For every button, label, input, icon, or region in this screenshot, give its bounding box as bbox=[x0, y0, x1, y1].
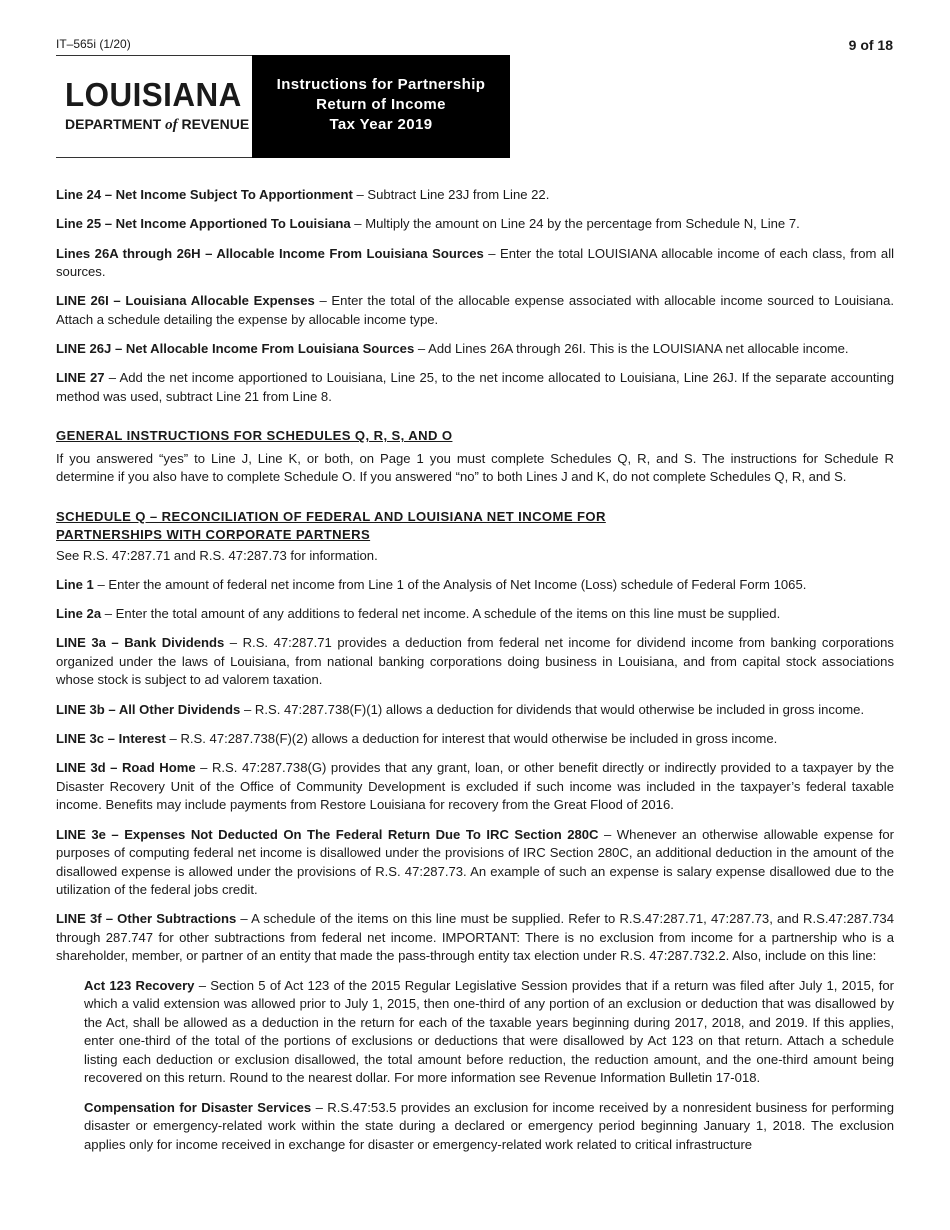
title-line: Tax Year 2019 bbox=[329, 116, 433, 133]
spacer bbox=[56, 417, 894, 427]
schedule-q-heading: SCHEDULE Q – RECONCILIATION OF FEDERAL AND LOUISIANA NET INCOME FOR PARTNERSHIPS WITH CORPORATE PARTNERS bbox=[56, 508, 606, 543]
general-instructions-heading: GENERAL INSTRUCTIONS FOR SCHEDULES Q, R, S, AND O bbox=[56, 428, 453, 444]
line-3a-instruction: LINE 3a – Bank Dividends – R.S. 47:287.71 provides a deduction from federal net income for dividend income from banking corporations organized under the laws of Louisiana, from national banking corporations doing business in Louisiana, and from capital stock associations whose stock is subject to ad valorem taxation. bbox=[56, 635, 894, 688]
title-line: Return of Income bbox=[316, 96, 446, 113]
line-27-instruction: LINE 27 – Add the net income apportioned to Louisiana, Line 25, to the net income allocated to Louisiana, Line 26J. If the separate accounting method was used, subtract Line 21 from Line 8. bbox=[56, 370, 895, 404]
act-123-recovery: Act 123 Recovery – Section 5 of Act 123 of the 2015 Regular Legislative Session provides that if a return was filed after July 1, 2015, for which a valid extension was allowed prior to July 1, 2015, then one-third of any portion of an exclusion or deduction that was disallowed by the Act, shall be allowed as a deduction in the return for each of the taxable years beginning during 2017, 2018, and 2019. If this applies, enter one-third of the total of the portions of exclusions or deductions that were disallowed by Act 123 on that return. Attach a schedule listing each deduction or exclusion disallowed, the total amount before reduction, the reduction amount, and the one-third amount being recovered on this return. Round to the nearest dollar. For more information see Revenue Information Bulletin 17-018. bbox=[84, 977, 895, 1086]
lines-26a-26h-instruction: Lines 26A through 26H – Allocable Income From Louisiana Sources – Enter the total LOUISIANA allocable income of each class, from all sources. bbox=[56, 245, 895, 280]
schedule-q-reference: See R.S. 47:287.71 and R.S. 47:287.73 for information. bbox=[56, 547, 378, 563]
line-3d-instruction: LINE 3d – Road Home – R.S. 47:287.738(G) provides that any grant, loan, or other benefit directly or indirectly provided to a taxpayer by the Disaster Recovery Unit of the Office of Community Development is excluded if such income was included in the taxpayer’s federal taxable income. Benefits may include payments from Restore Louisiana for recovery from the Great Flood of 2016. bbox=[56, 760, 894, 813]
spacer bbox=[56, 498, 894, 508]
line-3c-instruction: LINE 3c – Interest – R.S. 47:287.738(F)(2) allows a deduction for interest that would otherwise be included in gross income. bbox=[56, 731, 778, 747]
line-25-instruction: Line 25 – Net Income Apportioned To Louisiana – Multiply the amount on Line 24 by the percentage from Schedule N, Line 7. bbox=[56, 216, 800, 232]
line-3e-instruction: LINE 3e – Expenses Not Deducted On The Federal Return Due To IRC Section 280C – Whenever an otherwise allowable expense for purposes of computing federal net income is disallowed under the provisions of IRC Section 280C, an additional deduction in the amount of the disallowed expense is allowed under the provisions of R.S. 47:287.73. An example of such an expense is salary expense disallowed due to the utilization of the federal jobs credit. bbox=[56, 826, 894, 898]
line-3f-instruction: LINE 3f – Other Subtractions – A schedule of the items on this line must be supplied. Refer to R.S.47:287.71, 47:287.73, and R.S.47:287.734 through 287.747 for other subtractions from federal net income. IMPORTANT: There is no exclusion from income for a partnership who is a shareholder, member, or partner of an entity that made the pass-through entity tax election under R.S. 47:287.732.2. Also, include on this line: bbox=[56, 911, 894, 964]
agency-logo bbox=[56, 56, 252, 157]
title-line: Instructions for Partnership bbox=[276, 76, 486, 93]
instructions-body bbox=[56, 186, 894, 1165]
line-26i-instruction: LINE 26I – Louisiana Allocable Expenses – Enter the total of the allocable expense associated with allocable income sourced to Louisiana. Attach a schedule detailing the expense by allocable income type. bbox=[56, 293, 894, 327]
logo-state-name: LOUISIANA bbox=[65, 76, 242, 113]
document-header bbox=[56, 55, 510, 158]
form-id: IT–565i (1/20) bbox=[56, 37, 131, 51]
line-26j-instruction: LINE 26J – Net Allocable Income From Louisiana Sources – Add Lines 26A through 26I. This is the LOUISIANA net allocable income. bbox=[56, 341, 849, 357]
logo-department: DEPARTMENT of REVENUE bbox=[65, 116, 250, 133]
line-3b-instruction: LINE 3b – All Other Dividends – R.S. 47:287.738(F)(1) allows a deduction for dividends that would otherwise be included in gross income. bbox=[56, 701, 865, 717]
compensation-disaster-services: Compensation for Disaster Services – R.S.47:53.5 provides an exclusion for income received by a nonresident business for performing disaster or emergency-related work within the state during a declared or emergency period beginning January 1, 2018. The exclusion applies only for income received in exchange for disaster or emergency-related work related to critical infrastructure bbox=[84, 1099, 895, 1152]
document-title bbox=[252, 55, 510, 158]
line-1-instruction: Line 1 – Enter the amount of federal net income from Line 1 of the Analysis of Net Income (Loss) schedule of Federal Form 1065. bbox=[56, 576, 807, 592]
line-24-instruction: Line 24 – Net Income Subject To Apportionment – Subtract Line 23J from Line 22. bbox=[56, 187, 550, 202]
general-instructions-text: If you answered “yes” to Line J, Line K, or both, on Page 1 you must complete Schedules Q, R, and S. The instructions for Schedule R determine if you also have to complete Schedule O. If you answered “no” to both Lines J and K, do not complete Schedules Q, R, and S. bbox=[56, 450, 894, 485]
line-2a-instruction: Line 2a – Enter the total amount of any additions to federal net income. A schedule of the items on this line must be supplied. bbox=[56, 606, 781, 622]
page-number: 9 of 18 bbox=[848, 37, 893, 53]
